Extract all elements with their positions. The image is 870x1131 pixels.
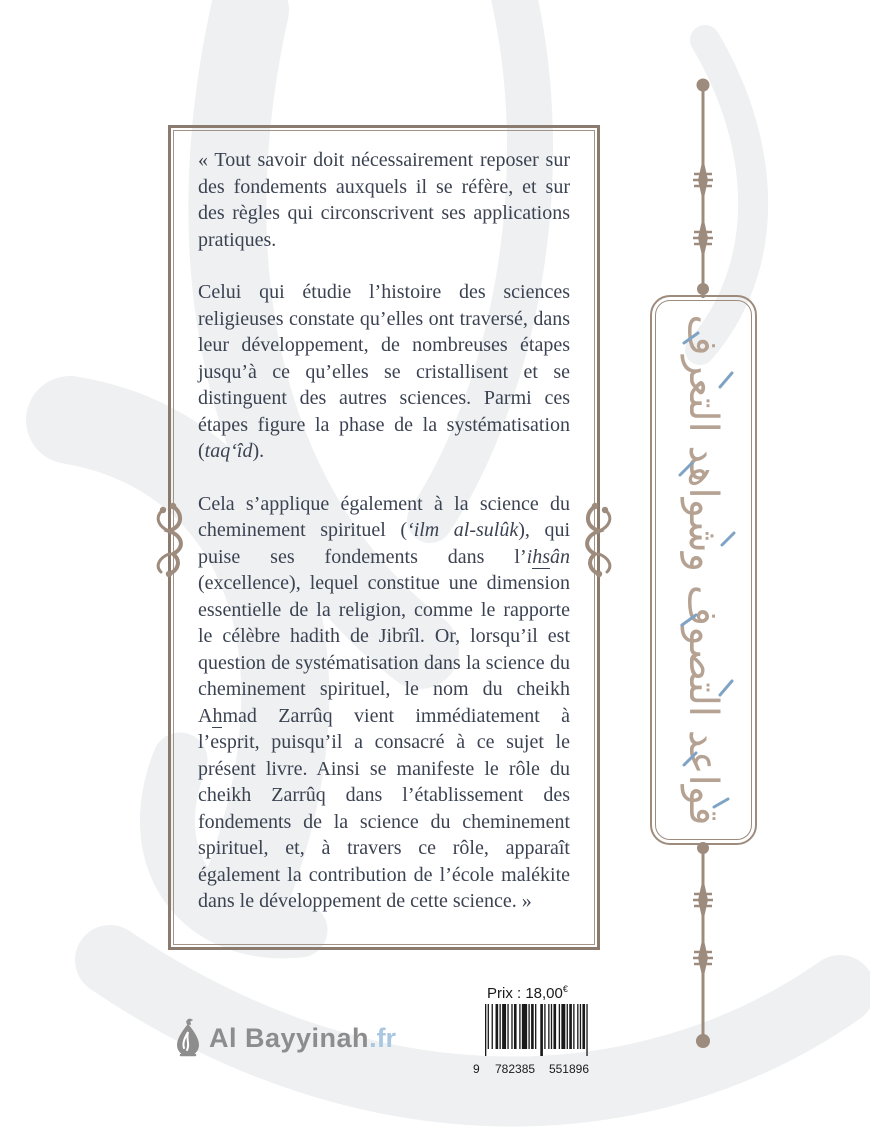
quote-inner-frame (173, 130, 595, 945)
left-border-flourish-icon (149, 500, 193, 580)
barcode (473, 1004, 589, 1076)
barcode-digits (473, 1062, 589, 1076)
quote-frame (168, 125, 600, 950)
arabic-book-title: قواعد التصوف وشواهد التعرف (680, 314, 726, 826)
publisher-logo-tld: .fr (369, 1022, 397, 1053)
barcode-digits-right: 551896 (548, 1062, 589, 1076)
barcode-lead-digit: 9 (473, 1062, 480, 1076)
right-border-flourish-icon (575, 500, 619, 580)
bottom-ornament-chain-icon (691, 840, 715, 1050)
barcode-digits-left: 782385 (495, 1062, 536, 1076)
price-value: Prix : 18,00 (487, 985, 563, 1002)
publisher-logo (173, 1018, 396, 1058)
top-ornament-chain-icon (691, 78, 715, 298)
barcode-bars (485, 1004, 589, 1056)
quote-paragraph-2: Celui qui étudie l’histoire des sciences religieuses constate qu’elles ont traversé, dans leur développement, de nombreuses étapes jusqu’à ce qu’elles se cristallisent et se distinguent des autres sciences. Parmi ces étapes figure la phase de la systématisation (taq‘îd). (198, 281, 570, 462)
publisher-logo-drop-icon (173, 1018, 203, 1058)
quote-paragraph-3: Cela s’applique également à la science du cheminement spirituel (‘ilm al-sulûk), qui puise ses fondements dans l’ihsân (excellence), lequel constitue une dimension essentielle de la religion, comme le rapporte le célèbre hadith de Jibrîl. Or, lorsqu’il est question de systématisation dans la science du cheminement spirituel, le nom du cheikh Ahmad Zarrûq vient immédiatement à l’esprit, puisqu’il a consacré à ce sujet le présent livre. Ainsi se manifeste le rôle du cheikh Zarrûq dans l’établissement des fondements de la science du cheminement spirituel, et, à travers ce rôle, apparaît également la contribution de l’école malékite dans le développement de cette science. » (198, 492, 570, 912)
quote-paragraph-1: « Tout savoir doit nécessairement reposer sur des fondements auxquels il se réfère, et sur des règles qui circonscrivent ses applications pratiques. (198, 149, 570, 251)
price-currency: € (562, 984, 568, 994)
publisher-logo-name: Al Bayyinah (209, 1022, 370, 1053)
price-label (487, 984, 568, 1002)
